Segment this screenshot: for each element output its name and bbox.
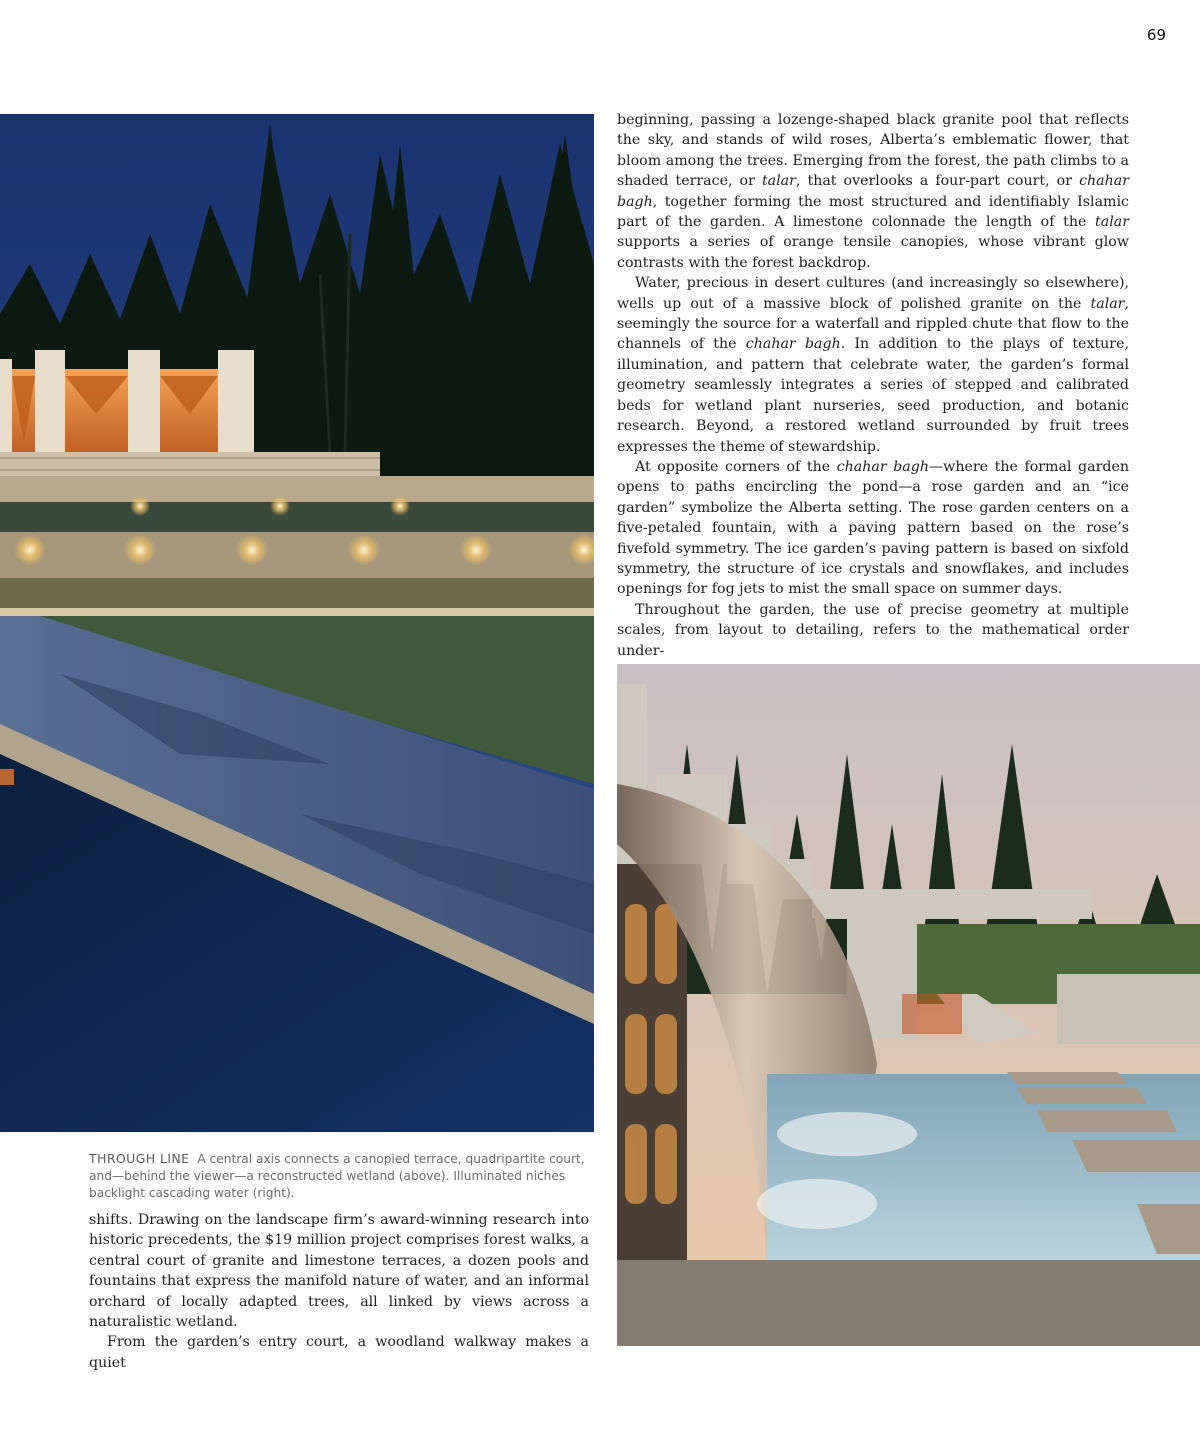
text-run: Water, precious in desert cultures (and increasingly so elsewhere), wells up out of a massive block of polished granite on the — [617, 275, 1129, 312]
text-run: , seemingly the source for a waterfall and rippled chute that flow to the channels of the — [617, 295, 1129, 353]
italic-term: chahar bagh — [836, 458, 929, 475]
photo-caption — [89, 1150, 597, 1202]
italic-term: talar — [1090, 295, 1125, 312]
text-run: . In addition to the plays of texture, illumination, and pattern that celebrate water, the garden’s formal geometry seamlessly integrates a series of stepped and calibrated beds for wetland plant nurseries, seed production, and botanic research. Beyond, a restored wetland surrounded by fruit trees expresses the theme of stewardship. — [617, 336, 1129, 455]
text-run: supports a series of orange tensile canopies, whose vibrant glow contrasts with the forest backdrop. — [617, 234, 1129, 271]
left-text-column — [89, 1210, 589, 1373]
body-paragraph — [617, 273, 1129, 457]
body-paragraph — [617, 457, 1129, 600]
night-garden-photo — [0, 114, 594, 1132]
text-run: beginning, passing a lozenge-shaped black granite pool that reflects the sky, and stands of wild roses, Alberta’s emblematic flower, that bloom among the trees. Emerging from the forest, the path climbs to a shaded terrace, or — [617, 112, 1129, 190]
italic-term: chahar bagh — [745, 336, 841, 353]
waterfall-photo — [617, 664, 1200, 1346]
italic-term: talar — [761, 173, 796, 190]
italic-term: chahar bagh — [617, 173, 1129, 210]
page-number: 69 — [1146, 26, 1166, 44]
right-text-column — [617, 110, 1129, 661]
body-paragraph: shifts. Drawing on the landscape firm’s award-winning research into historic precedents, the $19 million project comprises forest walks, a central court of granite and limestone terraces, a dozen pools and fountains that express the manifold nature of water, and an informal orchard of locally adapted trees, all linked by views across a naturalistic wetland. — [89, 1212, 589, 1331]
text-run: , that overlooks a four-part court, or — [795, 173, 1080, 190]
caption-text: A central axis connects a canopied terrace, quadripartite court, and—behind the viewer—a reconstructed wetland (above). Illuminated niches backlight cascading water (right). — [89, 1152, 585, 1200]
text-run: —where the formal garden opens to paths encircling the pond—a rose garden and an “ice garden” symbolize the Alberta setting. The rose garden centers on a five-petaled fountain, with a paving pattern based on the rose’s fivefold symmetry. The ice garden’s paving pattern is based on sixfold symmetry, the structure of ice crystals and snowflakes, and includes openings for fog jets to mist the small space on summer days. — [617, 458, 1129, 598]
italic-term: talar — [1095, 214, 1129, 231]
body-paragraph — [617, 110, 1129, 273]
body-paragraph: From the garden’s entry court, a woodland walkway makes a quiet — [89, 1334, 589, 1371]
text-run: , together forming the most structured and identifiably Islamic part of the garden. A limestone colonnade the length of the — [617, 193, 1129, 231]
text-run: At opposite corners of the — [635, 458, 837, 475]
body-paragraph: Throughout the garden, the use of precise geometry at multiple scales, from layout to detailing, refers to the mathematical order under- — [617, 601, 1129, 659]
caption-heading: THROUGH LINE — [89, 1151, 190, 1166]
